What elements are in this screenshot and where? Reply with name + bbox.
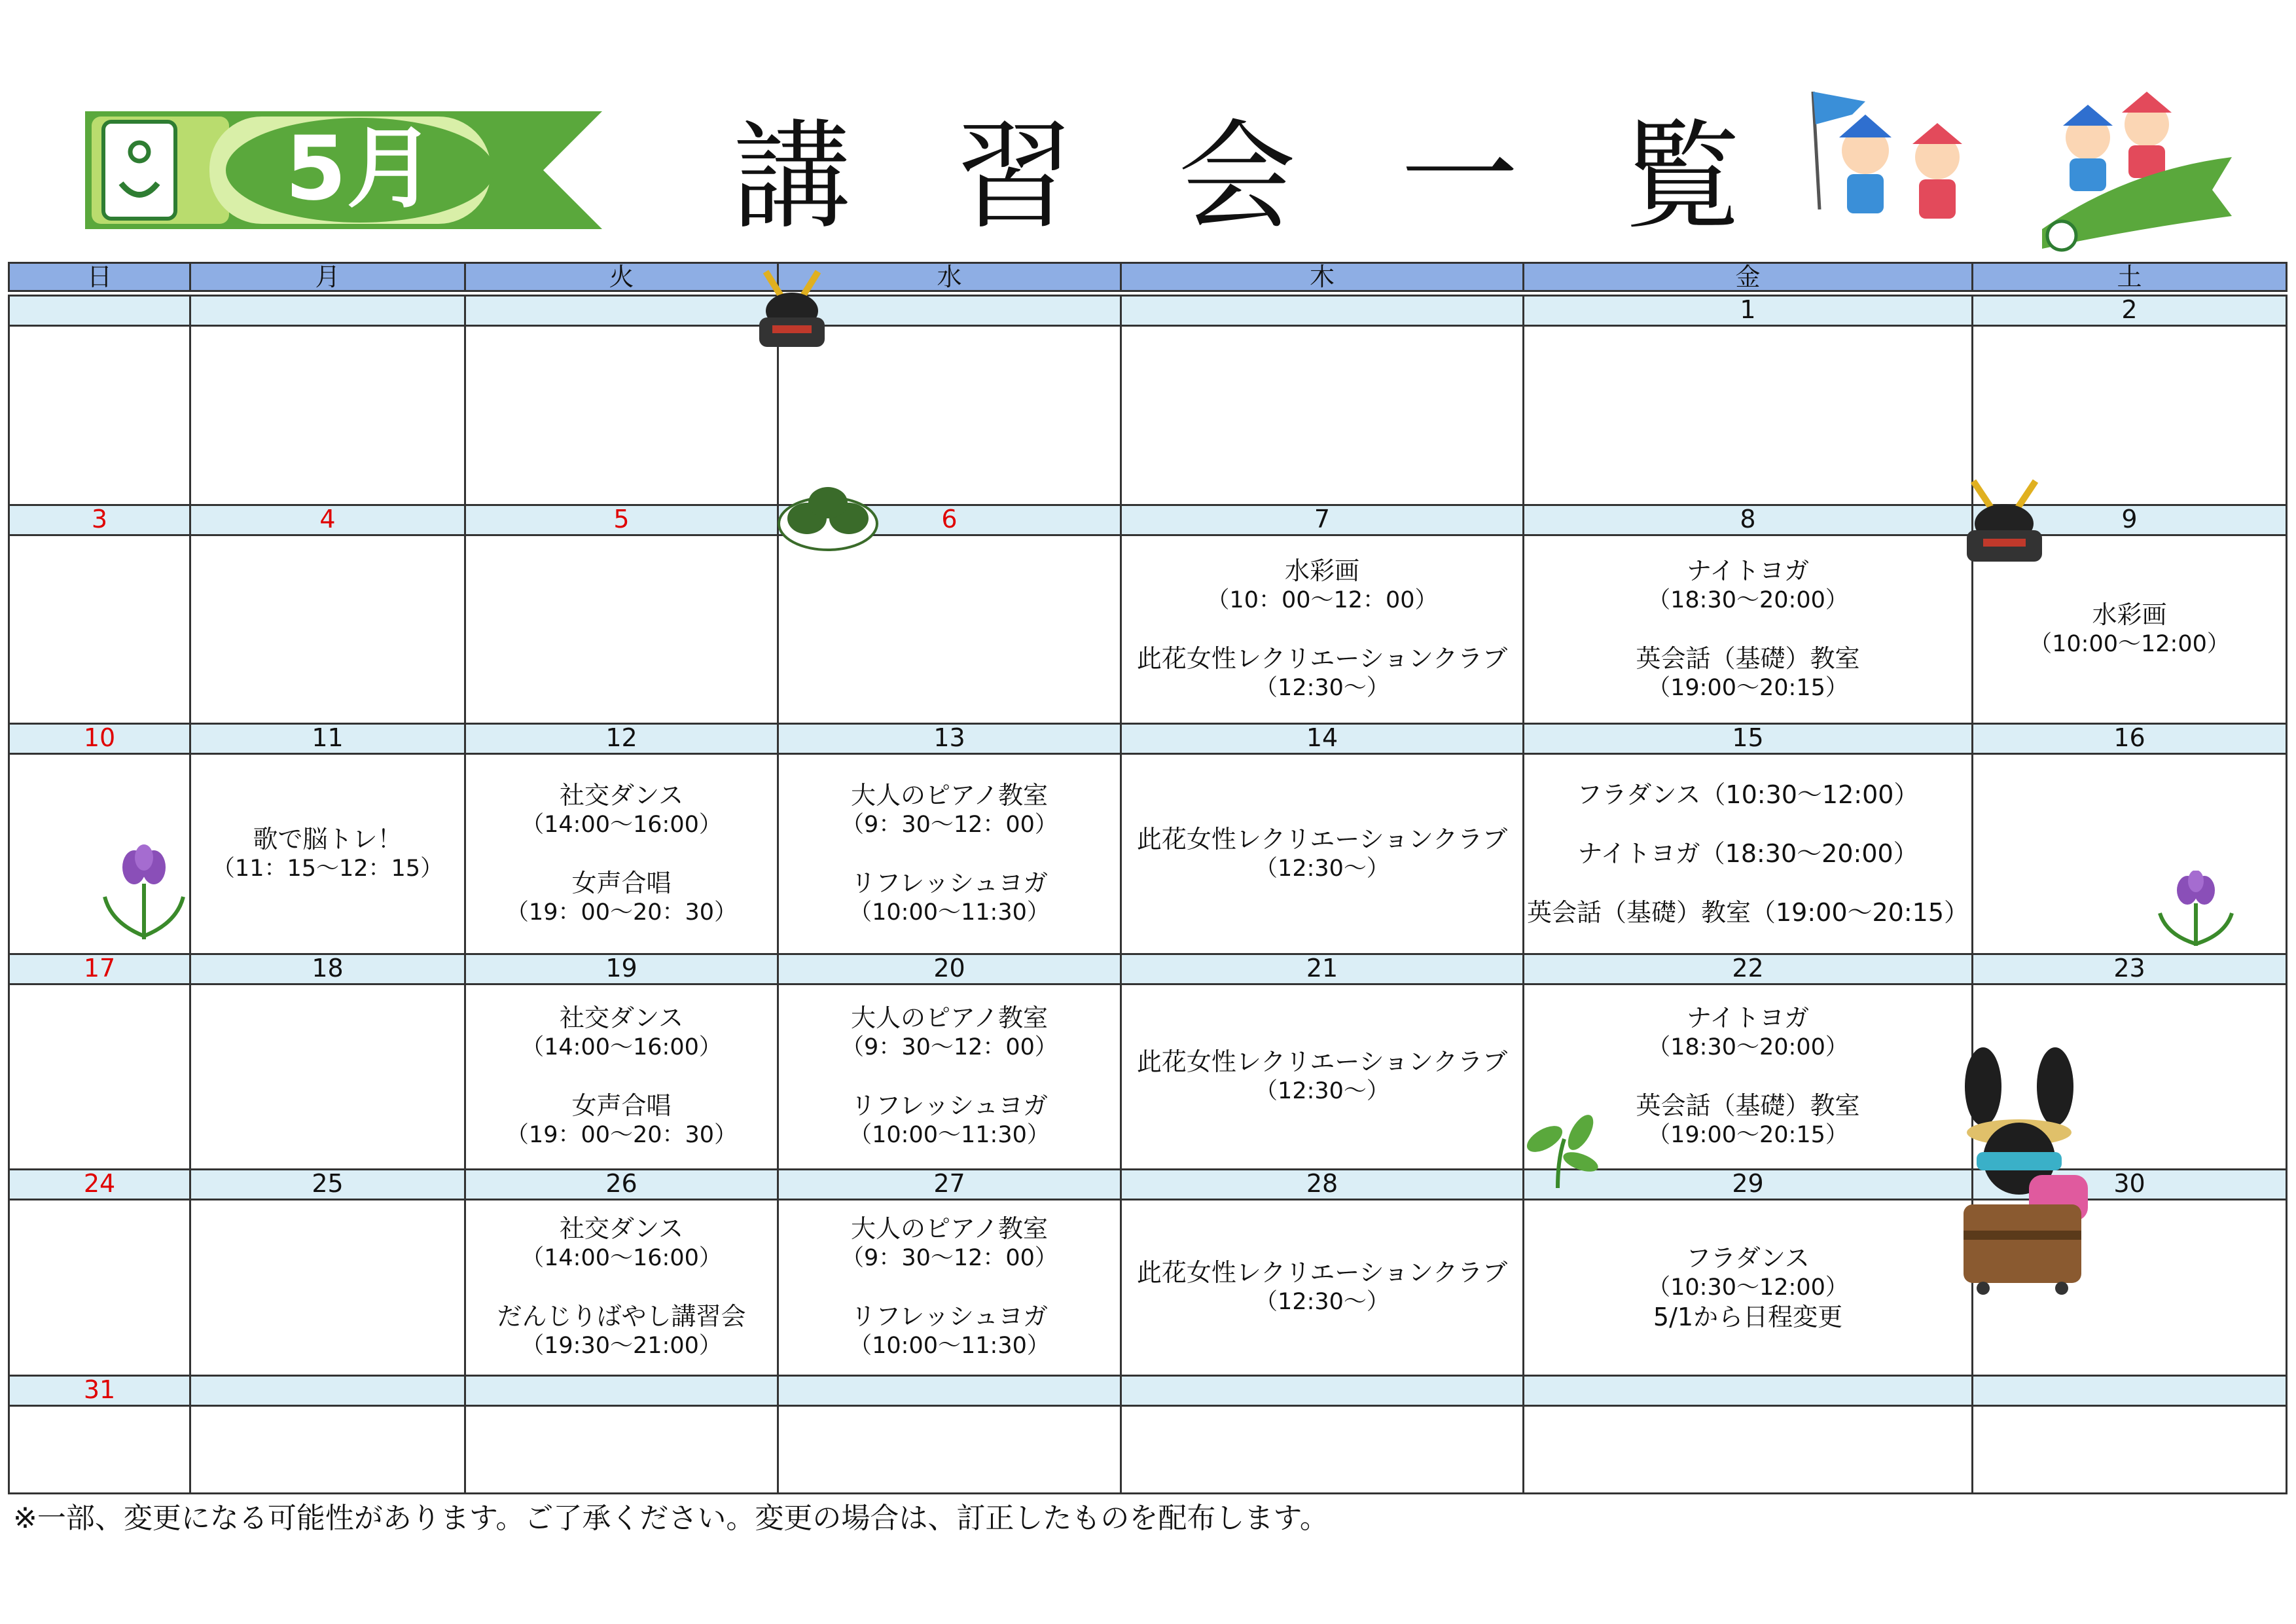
event-time: （19:00～20:15） [1647, 674, 1848, 701]
day-cell [8, 983, 191, 1170]
event-entry [1577, 780, 1919, 810]
date-number: 19 [464, 953, 779, 985]
event-title: 此花女性レクリエーションクラブ [1136, 1258, 1508, 1287]
event-entry [1577, 839, 1918, 869]
day-cell [464, 1405, 779, 1494]
date-number: 2 [1971, 295, 2287, 327]
iris-flower-icon [98, 844, 190, 943]
date-number: 16 [1971, 723, 2287, 755]
event-time: （10:30～12:00） [1647, 1274, 1848, 1301]
title-char: 会 [1177, 109, 1296, 245]
event-time: （10:00～12:00） [2029, 630, 2230, 657]
day-cell [1120, 1199, 1524, 1377]
day-cell [8, 1199, 191, 1377]
event-title: 此花女性レクリエーションクラブ [1136, 643, 1508, 673]
event-title: 社交ダンス [559, 780, 684, 810]
day-cell [777, 1405, 1122, 1494]
day-cell [1120, 1405, 1524, 1494]
event-time: （12:30～） [1255, 855, 1390, 882]
event-time: （12:30～） [1255, 1078, 1390, 1104]
event-title: リフレッシュヨガ [850, 868, 1049, 897]
event-title: 歌で脳トレ！ [253, 824, 403, 854]
day-cell [464, 983, 779, 1170]
day-cell [777, 753, 1122, 955]
day-cell [1120, 983, 1524, 1170]
event-title: 水彩画 [1284, 556, 1359, 585]
date-number [777, 1375, 1122, 1407]
weekday-header: 木 [1120, 262, 1524, 292]
event-title: リフレッシュヨガ [850, 1091, 1049, 1120]
event-title: 大人のピアノ教室 [851, 1003, 1048, 1032]
event-title: フラダンス（10:30～12:00） [1577, 780, 1919, 809]
event-time: （18:30～20:00） [1647, 586, 1848, 613]
date-number: 13 [777, 723, 1122, 755]
event-entry [1647, 1244, 1848, 1332]
date-number: 22 [1522, 953, 1973, 985]
weekday-header: 水 [777, 262, 1122, 292]
title-char: 一 [1400, 109, 1518, 245]
date-number: 24 [8, 1168, 191, 1200]
day-cell [464, 1199, 779, 1377]
date-number: 3 [8, 504, 191, 536]
date-number: 7 [1120, 504, 1524, 536]
title-char: 覧 [1623, 109, 1741, 245]
event-entry [521, 1003, 722, 1062]
event-time: （10：00～12：00） [1206, 586, 1438, 613]
date-number: 8 [1522, 504, 1973, 536]
event-title: 大人のピアノ教室 [851, 1214, 1048, 1243]
event-time: （14:00～16:00） [521, 811, 722, 838]
event-time: （10:00～11:30） [849, 1122, 1050, 1148]
event-title: 英会話（基礎）教室（19:00～20:15） [1526, 898, 1969, 927]
event-entry [1137, 644, 1507, 703]
event-time: （11：15～12：15） [211, 855, 444, 882]
event-entry [212, 825, 443, 884]
date-number [189, 295, 466, 327]
day-cell [1522, 1199, 1973, 1377]
date-number: 14 [1120, 723, 1524, 755]
event-time: （10:00～11:30） [849, 1333, 1050, 1359]
event-entry [1647, 556, 1848, 615]
page-title [726, 98, 1748, 245]
calendar-grid [8, 262, 2286, 1492]
event-time: （14:00～16:00） [521, 1034, 722, 1060]
date-number: 4 [189, 504, 466, 536]
day-cell [8, 1405, 191, 1494]
day-cell [777, 1199, 1122, 1377]
event-title: 英会話（基礎）教室 [1636, 643, 1860, 673]
date-number [1120, 1375, 1524, 1407]
day-cell [464, 534, 779, 725]
day-cell [189, 983, 466, 1170]
kashiwa-mochi-icon [776, 471, 880, 553]
event-time: （19：00～20：30） [505, 899, 738, 926]
event-time: （19:00～20:15） [1647, 1122, 1848, 1148]
day-cell [1120, 325, 1524, 506]
title-char: 習 [955, 109, 1073, 245]
day-cell [189, 1199, 466, 1377]
event-title: 此花女性レクリエーションクラブ [1136, 1047, 1508, 1076]
event-title: だんじりばやし講習会 [497, 1302, 746, 1331]
event-title: 社交ダンス [559, 1214, 684, 1243]
event-entry [841, 781, 1058, 840]
event-entry [521, 781, 722, 840]
event-entry [841, 1003, 1058, 1062]
event-title: ナイトヨガ（18:30～20:00） [1577, 839, 1918, 868]
event-entry [1206, 556, 1437, 615]
date-number: 29 [1522, 1168, 1973, 1200]
samurai-helmet-icon [753, 265, 831, 353]
event-entry [849, 1091, 1050, 1150]
date-number: 26 [464, 1168, 779, 1200]
event-time: （10:00～11:30） [849, 899, 1050, 926]
event-time: （12:30～） [1255, 1289, 1390, 1315]
date-number [1971, 1375, 2287, 1407]
day-cell [1522, 1405, 1973, 1494]
month-badge: 5月 [285, 117, 435, 220]
date-number [464, 295, 779, 327]
weekday-header: 金 [1522, 262, 1973, 292]
day-cell [464, 753, 779, 955]
date-number: 18 [189, 953, 466, 985]
day-cell [464, 325, 779, 506]
date-number: 15 [1522, 723, 1973, 755]
date-number: 10 [8, 723, 191, 755]
date-number [8, 295, 191, 327]
event-note: 5/1から日程変更 [1653, 1302, 1843, 1331]
event-time: （9：30～12：00） [841, 811, 1058, 838]
event-time: （19:30～21:00） [521, 1333, 722, 1359]
date-number: 12 [464, 723, 779, 755]
date-number: 1 [1522, 295, 1973, 327]
day-cell [189, 325, 466, 506]
date-number [1120, 295, 1524, 327]
date-number: 23 [1971, 953, 2287, 985]
event-entry [506, 1091, 737, 1150]
event-entry [1527, 898, 1969, 928]
event-title: 女声合唱 [571, 868, 672, 897]
day-cell [1522, 753, 1973, 955]
event-entry [841, 1214, 1058, 1273]
event-entry [2029, 600, 2230, 659]
event-title: ナイトヨガ [1686, 1003, 1810, 1032]
samurai-helmet-icon [1960, 475, 2049, 566]
event-time: （14:00～16:00） [521, 1245, 722, 1271]
kids-with-flag-icon [1793, 79, 1990, 236]
event-title: 女声合唱 [571, 1091, 672, 1120]
date-number [464, 1375, 779, 1407]
event-title: リフレッシュヨガ [850, 1302, 1049, 1331]
kids-riding-koinobori-icon [2036, 79, 2232, 262]
event-entry [1636, 1091, 1859, 1150]
weekday-header: 月 [189, 262, 466, 292]
day-cell [1522, 325, 1973, 506]
day-cell [8, 534, 191, 725]
event-time: （9：30～12：00） [841, 1245, 1058, 1271]
weekday-header: 日 [8, 262, 191, 292]
footer-note: ※一部、変更になる可能性があります。ご了承ください。変更の場合は、訂正したものを配布します。 [13, 1502, 1329, 1535]
event-time: （12:30～） [1255, 674, 1390, 701]
event-title: 英会話（基礎）教室 [1636, 1091, 1860, 1120]
event-time: （9：30～12：00） [841, 1034, 1058, 1060]
event-title: 大人のピアノ教室 [851, 780, 1048, 810]
event-entry [1137, 1047, 1507, 1106]
day-cell [189, 534, 466, 725]
event-title: 社交ダンス [559, 1003, 684, 1032]
date-number [189, 1375, 466, 1407]
event-title: フラダンス [1686, 1243, 1810, 1272]
day-cell [777, 534, 1122, 725]
event-title: ナイトヨガ [1686, 556, 1810, 585]
date-number: 25 [189, 1168, 466, 1200]
event-title: 水彩画 [2092, 600, 2167, 629]
date-number: 17 [8, 953, 191, 985]
iris-flower-icon [2153, 871, 2238, 949]
weekday-header: 土 [1971, 262, 2287, 292]
event-entry [849, 1302, 1050, 1361]
date-number: 5 [464, 504, 779, 536]
event-time: （19：00～20：30） [505, 1122, 738, 1148]
event-entry [1137, 825, 1507, 884]
day-cell [1971, 753, 2287, 955]
day-cell [8, 325, 191, 506]
date-number: 31 [8, 1375, 191, 1407]
day-cell [1120, 753, 1524, 955]
day-cell [777, 983, 1122, 1170]
day-cell [189, 753, 466, 955]
date-number: 28 [1120, 1168, 1524, 1200]
date-number: 9 [1971, 504, 2287, 536]
event-time: （18:30～20:00） [1647, 1034, 1848, 1060]
day-cell [1120, 534, 1524, 725]
title-char: 講 [732, 109, 851, 245]
date-number: 6 [777, 504, 1122, 536]
event-title: 此花女性レクリエーションクラブ [1136, 824, 1508, 854]
event-entry [1137, 1258, 1507, 1317]
event-entry [521, 1214, 722, 1273]
day-cell [189, 1405, 466, 1494]
event-entry [849, 869, 1050, 928]
day-cell [1971, 1405, 2287, 1494]
event-entry [1647, 1003, 1848, 1062]
date-number [1522, 1375, 1973, 1407]
date-number: 20 [777, 953, 1122, 985]
date-number: 11 [189, 723, 466, 755]
event-entry [1636, 644, 1859, 703]
date-number: 27 [777, 1168, 1122, 1200]
rabbit-on-suitcase-icon [1937, 1047, 2101, 1296]
weekday-header: 火 [464, 262, 779, 292]
date-number: 30 [1971, 1168, 2287, 1200]
event-entry [497, 1302, 745, 1361]
event-entry [506, 869, 737, 928]
day-cell [1522, 534, 1973, 725]
date-number: 21 [1120, 953, 1524, 985]
leaf-sprout-icon [1518, 1106, 1604, 1191]
